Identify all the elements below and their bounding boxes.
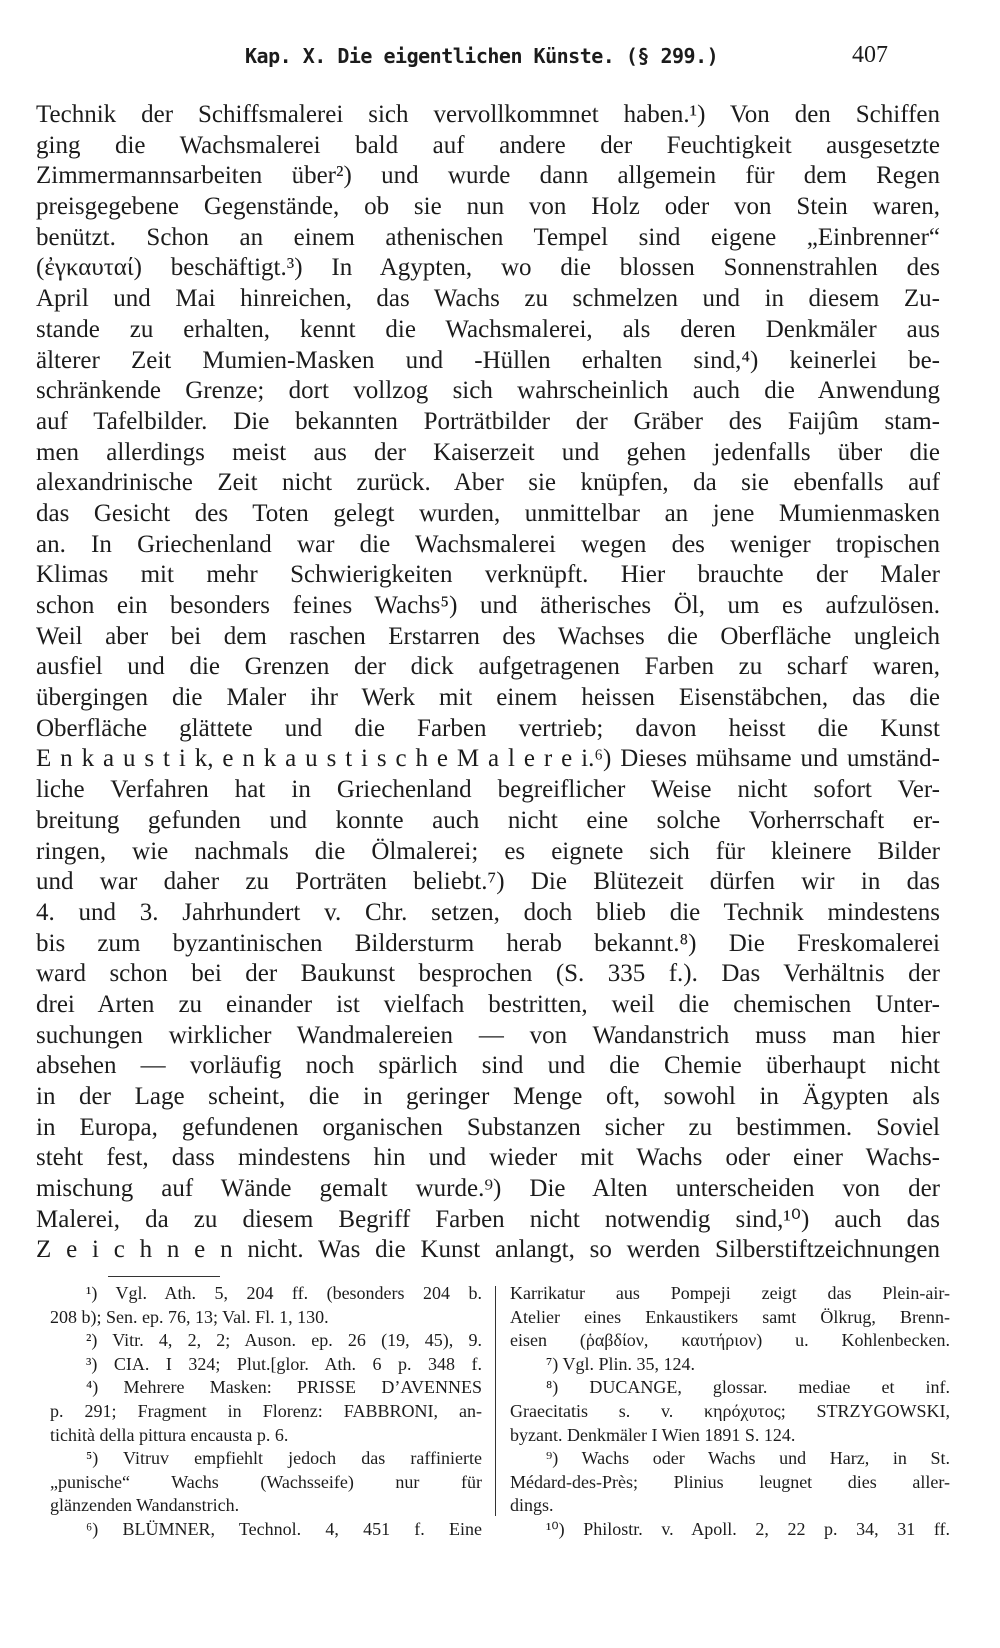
body-line: stande zu erhalten, kennt die Wachsmalerei, als deren Denkmäler aus (36, 315, 940, 343)
body-line: liche Verfahren hat in Griechenland begreiflicher Weise nicht sofort Ver- (36, 776, 940, 804)
body-line: auf Tafelbilder. Die bekannten Porträtbilder der Gräber des Faijûm stam- (36, 407, 940, 435)
body-text (36, 100, 940, 1266)
footnote-line: ¹⁰) Philostr. v. Apoll. 2, 22 p. 34, 31 ff. (546, 1518, 950, 1539)
footnote-line: Médard-des-Près; Plinius leugnet dies aller- (510, 1471, 950, 1492)
footnotes-right-column (510, 1282, 950, 1542)
body-line: (ἐγκαυταί) beschäftigt.³) In Agypten, wo die blossen Sonnenstrahlen des (36, 254, 940, 282)
footnote-line: dings. (510, 1495, 554, 1516)
footnote-line: glänzenden Wandanstrich. (50, 1495, 240, 1516)
footnote-line: ³) CIA. I 324; Plut.[glor. Ath. 6 p. 348 f. (86, 1353, 482, 1374)
body-line: ward schon bei der Baukunst besprochen (S. 335 f.). Das Verhältnis der (36, 960, 940, 988)
footnotes-left-column (50, 1282, 482, 1542)
body-line: benützt. Schon an einem athenischen Tempel sind eigene „Einbrenner“ (36, 223, 940, 251)
body-line: mischung auf Wände gemalt wurde.⁹) Die Alten unterscheiden von der (36, 1175, 940, 1203)
running-head (0, 38, 1000, 78)
footnote-line: ⁸) DUCANGE, glossar. mediae et inf. (546, 1377, 950, 1398)
footnote-line: ⁶) BLÜMNER, Technol. 4, 451 f. Eine (86, 1518, 482, 1539)
body-line: Klimas mit mehr Schwierigkeiten verknüpft. Hier brauchte der Maler (36, 561, 940, 589)
footnote-line: Atelier eines Enkaustikers samt Ölkrug, Brenn- (510, 1306, 950, 1327)
footnote-line: p. 291; Fragment in Florenz: FABBRONI, an- (50, 1400, 482, 1421)
body-line: men allerdings meist aus der Kaiserzeit und gehen jedenfalls über die (36, 438, 940, 466)
footnote-line: ¹) Vgl. Ath. 5, 204 ff. (besonders 204 b. (86, 1283, 482, 1303)
body-line: Weil aber bei dem raschen Erstarren des Wachses die Oberfläche ungleich (36, 622, 940, 650)
footnote-line: ⁷) Vgl. Plin. 35, 124. (546, 1353, 695, 1374)
body-line: 4. und 3. Jahrhundert v. Chr. setzen, doch blieb die Technik mindestens (36, 898, 940, 926)
body-line: schränkende Grenze; dort vollzog sich wahrscheinlich auch die Anwendung (36, 377, 940, 405)
footnote-line: ²) Vitr. 4, 2, 2; Auson. ep. 26 (19, 45), 9. (86, 1330, 482, 1351)
body-line: breitung gefunden und konnte auch nicht eine solche Vorherrschaft er- (36, 806, 940, 834)
body-line: absehen — vorläufig noch spärlich sind und die Chemie überhaupt nicht (36, 1052, 940, 1080)
body-line: steht fest, dass mindestens hin und wieder mit Wachs oder einer Wachs- (36, 1144, 940, 1172)
body-line: suchungen wirklicher Wandmalereien — von Wandanstrich muss man hier (36, 1021, 940, 1049)
page-number: 407 (852, 42, 888, 68)
footnote-line: „punische“ Wachs (Wachsseife) nur für (50, 1471, 482, 1492)
body-line: in Europa, gefundenen organischen Substanzen sicher zu bestimmen. Soviel (36, 1113, 940, 1141)
footnote-line: Karrikatur aus Pompeji zeigt das Plein-air- (510, 1283, 950, 1303)
footnote-line: 208 b); Sen. ep. 76, 13; Val. Fl. 1, 130. (50, 1306, 329, 1327)
footnote-line: byzant. Denkmäler I Wien 1891 S. 124. (510, 1424, 796, 1445)
body-line: ging die Wachsmalerei bald auf andere der Feuchtigkeit ausgesetzte (36, 131, 940, 159)
body-line: an. In Griechenland war die Wachsmalerei wegen des weniger tropischen (36, 530, 940, 558)
running-title: Kap. X. Die eigentlichen Künste. (§ 299.) (245, 44, 719, 68)
footnote-line: ⁵) Vitruv empfiehlt jedoch das raffinierte (86, 1448, 482, 1469)
footnote-rule (108, 1276, 220, 1277)
footnote-column-divider (495, 1286, 496, 1516)
footnote-line: ⁴) Mehrere Masken: PRISSE D’AVENNES (86, 1377, 482, 1398)
body-line: Technik der Schiffsmalerei sich vervollkommnet haben.¹) Von den Schiffen (36, 101, 940, 128)
body-line: Malerei, da zu diesem Begriff Farben nicht notwendig sind,¹⁰) auch das (36, 1205, 940, 1233)
body-line: Z e i c h n e n nicht. Was die Kunst anlangt, so werden Silberstiftzeichnungen (36, 1236, 940, 1264)
body-line: Zimmermannsarbeiten über²) und wurde dann allgemein für dem Regen (36, 162, 940, 190)
body-line: schon ein besonders feines Wachs⁵) und ätherisches Öl, um es aufzulösen. (36, 592, 940, 619)
body-line: älterer Zeit Mumien-Masken und -Hüllen erhalten sind,⁴) keinerlei be- (36, 346, 940, 374)
footnote-line: Graecitatis s. v. κηρόχυτος; STRZYGOWSKI, (510, 1400, 950, 1421)
footnote-line: ⁹) Wachs oder Wachs und Harz, in St. (546, 1448, 950, 1469)
body-line: das Gesicht des Toten gelegt wurden, unmittelbar an jene Mumienmasken (36, 499, 940, 527)
body-line: preisgegebene Gegenstände, ob sie nun von Holz oder von Stein waren, (36, 193, 940, 221)
body-line: April und Mai hinreichen, das Wachs zu schmelzen und in diesem Zu- (36, 285, 940, 313)
body-line: Oberfläche glättete und die Farben vertrieb; davon heisst die Kunst (36, 714, 940, 742)
body-line: E n k a u s t i k, e n k a u s t i s c h e M a l e r e i.⁶) Dieses mühsame und umständ- (36, 745, 940, 773)
body-line: und war daher zu Porträten beliebt.⁷) Die Blütezeit dürfen wir in das (36, 868, 940, 896)
body-line: übergingen die Maler ihr Werk mit einem heissen Eisenstäbchen, das die (36, 684, 940, 712)
body-line: drei Arten zu einander ist vielfach bestritten, weil die chemischen Unter- (36, 990, 940, 1018)
body-line: ringen, wie nachmals die Ölmalerei; es eignete sich für kleinere Bilder (36, 837, 940, 865)
footnote-line: eisen (ῥαβδίον, καυτήριον) u. Kohlenbecken. (510, 1330, 950, 1351)
body-line: alexandrinische Zeit nicht zurück. Aber sie knüpfen, da sie ebenfalls auf (36, 469, 940, 497)
body-line: ausfiel und die Grenzen der dick aufgetragenen Farben zu scharf waren, (36, 653, 940, 681)
body-line: bis zum byzantinischen Bildersturm herab bekannt.⁸) Die Freskomalerei (36, 929, 940, 957)
footnote-line: tichità della pittura encausta p. 6. (50, 1424, 289, 1445)
body-line: in der Lage scheint, die in geringer Menge oft, sowohl in Ägypten als (36, 1083, 940, 1110)
